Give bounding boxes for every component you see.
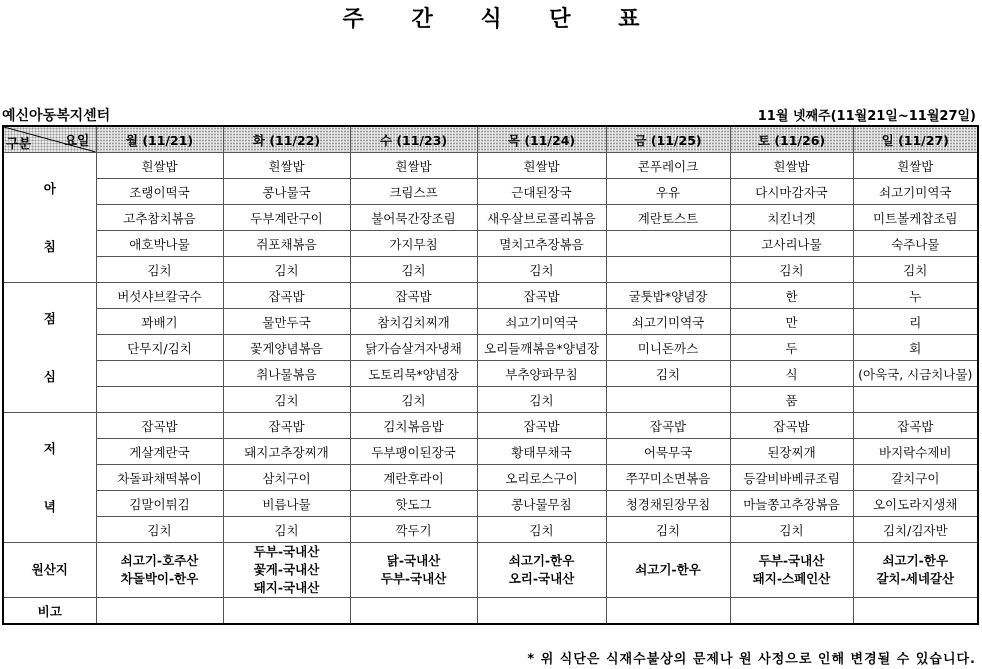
lunch-menu-item: 김치 xyxy=(223,387,350,413)
day-header: 수 (11/23) xyxy=(350,126,477,153)
lunch-menu-item: 잡곡밥 xyxy=(350,283,477,309)
origin-cell xyxy=(350,543,477,598)
breakfast-menu-item: 쥐포채볶음 xyxy=(223,231,350,257)
lunch-menu-item: 꽃게양념볶음 xyxy=(223,335,350,361)
remark-row xyxy=(3,598,978,625)
lunch-menu-item: 도토리묵*양념장 xyxy=(350,361,477,387)
breakfast-menu-item xyxy=(606,231,730,257)
dinner-menu-item: 김치 xyxy=(223,517,350,543)
breakfast-menu-item: 가지무침 xyxy=(350,231,477,257)
dinner-menu-item: 잡곡밥 xyxy=(96,413,223,439)
lunch-menu-item: 쇠고기미역국 xyxy=(477,309,606,335)
dinner-menu-item: 김치 xyxy=(606,517,730,543)
breakfast-row xyxy=(3,179,978,205)
dinner-label xyxy=(3,413,96,543)
dinner-menu-item: 깍두기 xyxy=(350,517,477,543)
origin-line: 두부-국내산 xyxy=(380,571,447,586)
dinner-row xyxy=(3,517,978,543)
remark-cell xyxy=(350,598,477,625)
dinner-menu-item: 핫도그 xyxy=(350,491,477,517)
remark-label: 비고 xyxy=(3,598,96,625)
lunch-menu-item: 리 xyxy=(853,309,978,335)
lunch-menu-item: 김치 xyxy=(477,387,606,413)
origin-row xyxy=(3,543,978,598)
breakfast-menu-item: 두부계란구이 xyxy=(223,205,350,231)
origin-line: 꽃게-국내산 xyxy=(253,562,320,577)
origin-cell xyxy=(606,543,730,598)
corner-label-category: 구분 xyxy=(6,137,32,152)
week-range: 11월 넷째주(11월21일~11월27일) xyxy=(757,109,976,124)
breakfast-menu-item: 치킨너겟 xyxy=(730,205,853,231)
dinner-row xyxy=(3,465,978,491)
lunch-row xyxy=(3,309,978,335)
breakfast-menu-item: 흰쌀밥 xyxy=(730,153,853,179)
dinner-row xyxy=(3,439,978,465)
breakfast-menu-item: 김치 xyxy=(96,257,223,283)
lunch-menu-item: 오리들깨볶음*양념장 xyxy=(477,335,606,361)
breakfast-menu-item xyxy=(606,257,730,283)
origin-line: 갈치-세네갈산 xyxy=(876,571,955,586)
dinner-menu-item: 잡곡밥 xyxy=(477,413,606,439)
remark-cell xyxy=(477,598,606,625)
remark-cell xyxy=(853,598,978,625)
dinner-menu-item: 잡곡밥 xyxy=(730,413,853,439)
origin-cell xyxy=(853,543,978,598)
origin-line: 닭-국내산 xyxy=(386,553,441,568)
lunch-menu-item: 잡곡밥 xyxy=(223,283,350,309)
dinner-menu-item: 청경채된장무침 xyxy=(606,491,730,517)
lunch-menu-item: 품 xyxy=(730,387,853,413)
breakfast-row xyxy=(3,153,978,179)
dinner-menu-item: 돼지고추장찌개 xyxy=(223,439,350,465)
lunch-menu-item: 물만두국 xyxy=(223,309,350,335)
dinner-menu-item: 잡곡밥 xyxy=(223,413,350,439)
corner-label-day: 요일 xyxy=(64,134,90,149)
lunch-menu-item: 취나물볶음 xyxy=(223,361,350,387)
breakfast-menu-item: 크림스프 xyxy=(350,179,477,205)
breakfast-menu-item: 고추참치볶음 xyxy=(96,205,223,231)
breakfast-menu-item: 흰쌀밥 xyxy=(477,153,606,179)
lunch-label xyxy=(3,283,96,413)
lunch-menu-item xyxy=(96,387,223,413)
organization-name: 예신아동복지센터 xyxy=(2,108,111,124)
breakfast-menu-item: 콩나물국 xyxy=(223,179,350,205)
breakfast-menu-item: 김치 xyxy=(223,257,350,283)
dinner-menu-item: 바지락수제비 xyxy=(853,439,978,465)
origin-cell xyxy=(223,543,350,598)
dinner-row xyxy=(3,491,978,517)
lunch-menu-item: 두 xyxy=(730,335,853,361)
lunch-label-char: 심 xyxy=(43,368,56,384)
breakfast-menu-item: 우유 xyxy=(606,179,730,205)
origin-line: 쇠고기-호주산 xyxy=(120,553,199,568)
dinner-menu-item: 김치 xyxy=(477,517,606,543)
breakfast-label-char: 아 xyxy=(43,180,56,196)
dinner-menu-item: 두부팽이된장국 xyxy=(350,439,477,465)
breakfast-menu-item: 흰쌀밥 xyxy=(223,153,350,179)
dinner-menu-item: 갈치구이 xyxy=(853,465,978,491)
origin-cell xyxy=(477,543,606,598)
breakfast-menu-item: 김치 xyxy=(477,257,606,283)
breakfast-menu-item: 미트볼케찹조림 xyxy=(853,205,978,231)
weekly-menu-table xyxy=(2,125,979,625)
origin-line: 돼지-국내산 xyxy=(253,580,320,595)
lunch-menu-item: 참치김치찌개 xyxy=(350,309,477,335)
breakfast-menu-item: 멸치고추장볶음 xyxy=(477,231,606,257)
day-header: 목 (11/24) xyxy=(477,126,606,153)
dinner-menu-item: 계란후라이 xyxy=(350,465,477,491)
footnote: * 위 식단은 식재수불상의 문제나 원 사정으로 인해 변경될 수 있습니다. xyxy=(527,652,976,667)
lunch-row xyxy=(3,283,978,309)
breakfast-menu-item: 김치 xyxy=(730,257,853,283)
lunch-menu-item xyxy=(853,387,978,413)
dinner-menu-item: 쭈꾸미소면볶음 xyxy=(606,465,730,491)
breakfast-menu-item: 김치 xyxy=(350,257,477,283)
dinner-menu-item: 잡곡밥 xyxy=(606,413,730,439)
breakfast-menu-item: 조랭이떡국 xyxy=(96,179,223,205)
breakfast-menu-item: 흰쌀밥 xyxy=(96,153,223,179)
dinner-menu-item: 차돌파채떡볶이 xyxy=(96,465,223,491)
lunch-menu-item: 쇠고기미역국 xyxy=(606,309,730,335)
lunch-menu-item: 버섯샤브칼국수 xyxy=(96,283,223,309)
dinner-menu-item: 콩나물무침 xyxy=(477,491,606,517)
breakfast-menu-item: 쇠고기미역국 xyxy=(853,179,978,205)
breakfast-row xyxy=(3,257,978,283)
day-header: 일 (11/27) xyxy=(853,126,978,153)
origin-line: 쇠고기-한우 xyxy=(635,562,701,577)
lunch-menu-item: 누 xyxy=(853,283,978,309)
lunch-row xyxy=(3,335,978,361)
lunch-menu-item xyxy=(96,361,223,387)
dinner-menu-item: 김치볶음밥 xyxy=(350,413,477,439)
lunch-menu-item: 부추양파무침 xyxy=(477,361,606,387)
breakfast-menu-item: 흰쌀밥 xyxy=(350,153,477,179)
lunch-menu-item: 꽈배기 xyxy=(96,309,223,335)
dinner-label-char: 녁 xyxy=(43,498,56,514)
day-header: 토 (11/26) xyxy=(730,126,853,153)
breakfast-menu-item: 애호박나물 xyxy=(96,231,223,257)
dinner-row xyxy=(3,413,978,439)
origin-line: 돼지-스페인산 xyxy=(752,571,831,586)
dinner-menu-item: 마늘쫑고추장볶음 xyxy=(730,491,853,517)
breakfast-menu-item: 숙주나물 xyxy=(853,231,978,257)
remark-cell xyxy=(96,598,223,625)
breakfast-row xyxy=(3,205,978,231)
origin-line: 두부-국내산 xyxy=(758,553,825,568)
breakfast-menu-item: 새우살브로콜리볶음 xyxy=(477,205,606,231)
dinner-menu-item: 게살계란국 xyxy=(96,439,223,465)
remark-cell xyxy=(730,598,853,625)
header-row xyxy=(3,126,978,153)
breakfast-menu-item: 흰쌀밥 xyxy=(853,153,978,179)
lunch-menu-item: 잡곡밥 xyxy=(477,283,606,309)
breakfast-label-char: 침 xyxy=(43,238,56,254)
lunch-label-char: 점 xyxy=(43,310,56,326)
corner-cell xyxy=(3,126,96,153)
lunch-menu-item: 식 xyxy=(730,361,853,387)
breakfast-menu-item: 근대된장국 xyxy=(477,179,606,205)
dinner-menu-item: 김치/김자반 xyxy=(853,517,978,543)
breakfast-menu-item: 다시마감자국 xyxy=(730,179,853,205)
breakfast-menu-item: 김치 xyxy=(853,257,978,283)
dinner-menu-item: 김치 xyxy=(96,517,223,543)
breakfast-row xyxy=(3,231,978,257)
origin-line: 두부-국내산 xyxy=(253,544,320,559)
lunch-row xyxy=(3,361,978,387)
lunch-menu-item: 한 xyxy=(730,283,853,309)
origin-label: 원산지 xyxy=(3,543,96,598)
breakfast-menu-item: 고사리나물 xyxy=(730,231,853,257)
day-header: 화 (11/22) xyxy=(223,126,350,153)
remark-cell xyxy=(223,598,350,625)
breakfast-menu-item: 콘푸레이크 xyxy=(606,153,730,179)
dinner-menu-item: 비름나물 xyxy=(223,491,350,517)
dinner-menu-item: 어묵무국 xyxy=(606,439,730,465)
lunch-menu-item: 회 xyxy=(853,335,978,361)
dinner-label-char: 저 xyxy=(43,440,56,456)
lunch-menu-item: 만 xyxy=(730,309,853,335)
breakfast-menu-item: 불어묵간장조림 xyxy=(350,205,477,231)
lunch-menu-item: 닭가슴살겨자냉채 xyxy=(350,335,477,361)
origin-line: 차돌박이-한우 xyxy=(120,571,199,586)
origin-cell xyxy=(96,543,223,598)
breakfast-menu-item: 계란토스트 xyxy=(606,205,730,231)
lunch-menu-item: (아욱국, 시금치나물) xyxy=(853,361,978,387)
dinner-menu-item: 황태무채국 xyxy=(477,439,606,465)
day-header: 월 (11/21) xyxy=(96,126,223,153)
day-header: 금 (11/25) xyxy=(606,126,730,153)
origin-line: 오리-국내산 xyxy=(508,571,575,586)
origin-cell xyxy=(730,543,853,598)
lunch-menu-item: 김치 xyxy=(350,387,477,413)
origin-line: 쇠고기-한우 xyxy=(508,553,575,568)
remark-cell xyxy=(606,598,730,625)
origin-line: 쇠고기-한우 xyxy=(882,553,949,568)
breakfast-label xyxy=(3,153,96,283)
lunch-menu-item: 단무지/김치 xyxy=(96,335,223,361)
lunch-row xyxy=(3,387,978,413)
dinner-menu-item: 등갈비바베큐조림 xyxy=(730,465,853,491)
dinner-menu-item: 김치 xyxy=(730,517,853,543)
dinner-menu-item: 삼치구이 xyxy=(223,465,350,491)
dinner-menu-item: 오이도라지생채 xyxy=(853,491,978,517)
lunch-menu-item: 미니돈까스 xyxy=(606,335,730,361)
dinner-menu-item: 잡곡밥 xyxy=(853,413,978,439)
dinner-menu-item: 오리로스구이 xyxy=(477,465,606,491)
lunch-menu-item: 김치 xyxy=(606,361,730,387)
lunch-menu-item xyxy=(606,387,730,413)
dinner-menu-item: 김말이튀김 xyxy=(96,491,223,517)
lunch-menu-item: 굴툿밥*양념장 xyxy=(606,283,730,309)
dinner-menu-item: 된장찌개 xyxy=(730,439,853,465)
page-title: 주 간 식 단 표 xyxy=(342,7,660,32)
